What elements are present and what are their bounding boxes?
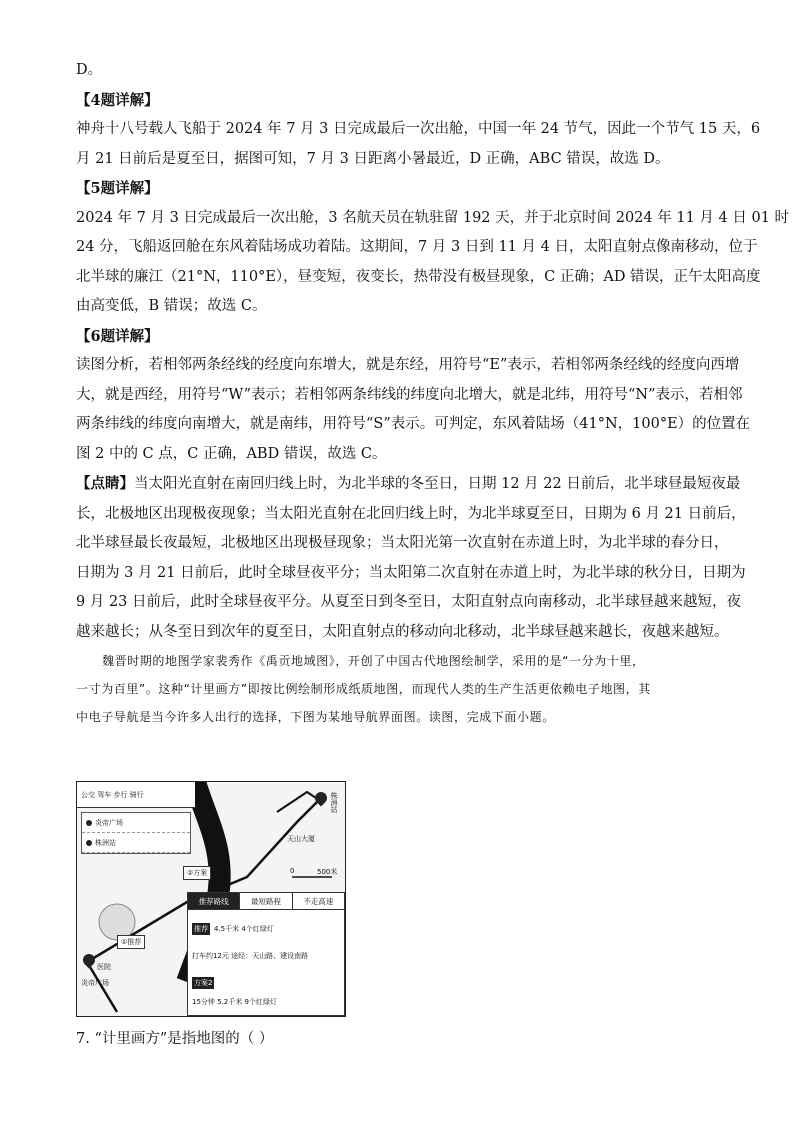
tip-line: 北半球昼最长夜最短，北极地区出现极昼现象；当太阳光第一次直射在赤道上时，为北半球的春分日， [76,535,729,551]
tip-text: 当太阳光直射在南回归线上时，为北半球的冬至日，日期 12 月 22 日前后，北半球昼最短夜最 [134,476,741,492]
q6-line: 读图分析，若相邻两条经线的经度向东增大，就是东经，用符号“E”表示，若相邻两条经线的经度向西增 [76,357,740,373]
q6-line: 大，就是西经，用符号“W”表示；若相邻两条纬线的纬度向北增大，就是北纬，用符号“N”表示，若相邻 [76,386,743,403]
plan2-info: 15分钟 5.2千米 9个红绿灯 [192,998,277,1006]
tip-label: 【点睛】 [76,475,134,492]
plan1-detail: 打车约12元 途经：天山路、建设南路 [192,952,309,960]
origin-dot-icon [86,820,92,826]
q6-line: 两条纬线的纬度向南增大，就是南纬，用符号“S”表示。可判定，东风着陆场（41°N，100°E）的位置在 [76,416,751,432]
intro-line: 魏晋时期的地图学家裴秀作《禹贡地域图》，开创了中国古代地图绘制学，采用的是“一分为十里， [102,654,645,668]
hospital-label: 医院 [97,963,111,971]
destination-row[interactable] [82,833,190,853]
q5-line: 24 分，飞船返回舱在东风着陆场成功着陆。这期间，7 月 3 日到 11 月 4 日，太阳直射点像南移动，位于 [76,239,758,255]
plan2-tag: 方案2 [194,979,213,987]
q5-line: 北半球的廉江（21°N，110°E），昼变短，夜变长，热带没有极昼现象，C 正确；AD 错误，正午太阳高度 [76,268,761,285]
route-panel [187,892,345,1016]
q5-line: 2024 年 7 月 3 日完成最后一次出舱，3 名航天员在轨驻留 192 天，并于北京时间 2024 年 11 月 4 日 01 时 [76,209,790,226]
route-search-box[interactable] [81,812,191,854]
tab-shortest[interactable]: 最短路程 [240,893,292,909]
plan1-tag: 推荐 [194,925,208,933]
scale-zero: 0 [290,867,295,875]
station-label: 株洲站 [330,792,338,813]
q5-line: 由高变低，B 错误；故选 C。 [76,298,267,314]
tip-line: 日期为 3 月 21 日前后，此时全球昼夜平分；当太阳第二次直射在赤道上时，为北半球的秋分日，日期为 [76,564,746,581]
route-tabs [188,893,344,910]
tip-line [76,469,741,500]
q4-line: 月 21 日前后是夏至日，据图可知，7 月 3 日距离小暑最近，D 正确，ABC 错误，故选 D。 [76,150,670,167]
plan2-tag-row[interactable] [192,977,218,989]
q5-heading: 【5题详解】 [76,180,159,197]
origin-row[interactable] [82,813,190,833]
transport-mode-bar[interactable] [77,782,195,808]
q4-heading: 【4题详解】 [76,91,159,109]
document-body [76,56,790,731]
intro-line: 中电子导航是当今许多人出行的选择，下图为某地导航界面图。读图，完成下面小题。 [76,710,555,724]
scale-500: 500米 [317,868,338,876]
plan1-info: 4.5千米 4个红绿灯 [214,925,274,933]
top-line: D。 [76,62,103,78]
intro-line: 一寸为百里”。这种“计里画方”即按比例绘制形成纸质地图，而现代人类的生产生活更依赖电子地图，其 [76,682,651,696]
tianshan-label: 天山大厦 [287,835,315,843]
tab-no-highway[interactable]: 不走高速 [303,896,334,906]
yandi-label: 炎帝广场 [81,979,109,987]
plan2-marker[interactable]: ②方案 [183,866,211,880]
origin-text: 炎帝广场 [95,818,123,827]
tip-line: 9 月 23 日前后，此时全球昼夜平分。从夏至日到冬至日，太阳直射点向南移动，北半球昼越来越短，夜 [76,594,741,610]
q6-line: 图 2 中的 C 点，C 正确，ABD 错误，故选 C。 [76,445,387,462]
q6-heading: 【6题详解】 [76,327,159,345]
destination-dot-icon [86,840,92,846]
tip-line: 越来越长；从冬至日到次年的夏至日，太阳直射点的移动向北移动，北半球昼越来越长，夜越来越短。 [76,623,729,640]
navigation-map-figure [76,781,346,1017]
tip-line: 长，北极地区出现极夜现象；当太阳光直射在北回归线上时，为北半球夏至日，日期为 6 月 21 日前后， [76,505,746,522]
plan1-row[interactable] [192,923,274,935]
tab-recommended[interactable]: 推荐路线 [188,893,240,909]
plan1-marker[interactable]: ①推荐 [117,935,145,949]
transport-modes: 公交 驾车 步行 骑行 [81,790,144,799]
question-7: 7. “计里画方”是指地图的（ ） [76,1031,274,1047]
destination-text: 株洲站 [95,838,116,847]
q4-line: 神舟十八号载人飞船于 2024 年 7 月 3 日完成最后一次出舱，中国一年 24 节气，因此一个节气 15 天，6 [76,121,761,137]
